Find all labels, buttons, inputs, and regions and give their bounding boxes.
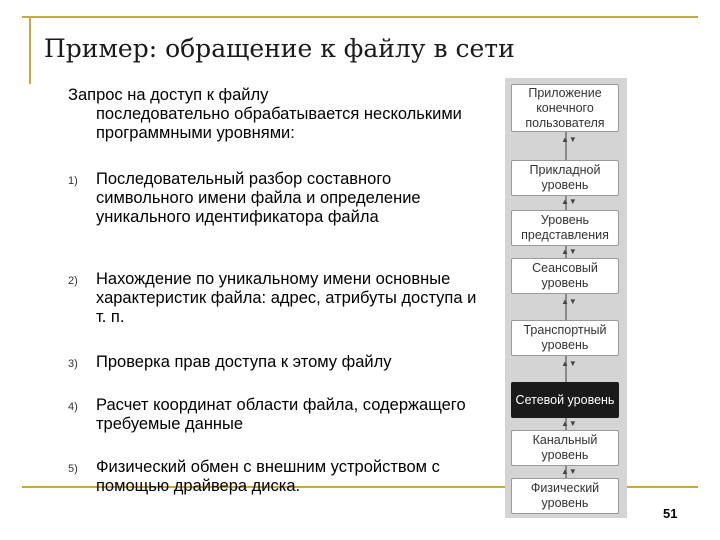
left-accent-rule: [29, 16, 31, 84]
page-number: 51: [663, 506, 678, 521]
network-layer-diagram: [505, 78, 627, 518]
list-item: [68, 458, 488, 496]
list-item-number: 4): [68, 401, 78, 413]
layer-network: Сетевой уровень: [511, 382, 619, 418]
layer-physical: Физический уровень: [511, 478, 619, 514]
layer-data-link: Канальный уровень: [511, 430, 619, 466]
double-arrow-icon: ▲▼: [561, 467, 577, 476]
layer-session: Сеансовый уровень: [511, 258, 619, 294]
layer-presentation: Уровень представления: [511, 210, 619, 246]
intro-paragraph: [68, 86, 488, 143]
list-item-text: Проверка прав доступа к этому файлу: [96, 353, 392, 371]
top-rule: [22, 16, 698, 18]
intro-line-1: Запрос на доступ к файлу: [68, 86, 269, 104]
layer-application: Прикладной уровень: [511, 160, 619, 196]
list-item-text: Последовательный разбор составного символьного имени файла и определение уникального идентификатора файла: [96, 170, 421, 226]
list-item: [68, 396, 488, 434]
layer-transport: Транспортный уровень: [511, 320, 619, 356]
list-item-number: 1): [68, 175, 78, 187]
double-arrow-icon: ▲▼: [561, 135, 577, 144]
double-arrow-icon: ▲▼: [561, 297, 577, 306]
slide-title: Пример: обращение к файлу в сети: [44, 34, 515, 63]
double-arrow-icon: ▲▼: [561, 359, 577, 368]
list-item: [68, 353, 488, 372]
double-arrow-icon: ▲▼: [561, 197, 577, 206]
list-item-number: 5): [68, 463, 78, 475]
double-arrow-icon: ▲▼: [561, 247, 577, 256]
list-item-text: Расчет координат области файла, содержащего требуемые данные: [96, 396, 466, 433]
double-arrow-icon: ▲▼: [561, 419, 577, 428]
list-item-number: 3): [68, 358, 78, 370]
layer-user-application: Приложение конечного пользователя: [511, 84, 619, 132]
intro-continuation: последовательно обрабатывается несколькими программными уровнями:: [96, 105, 462, 142]
list-item: [68, 170, 488, 227]
list-item-number: 2): [68, 275, 78, 287]
list-item-text: Физический обмен с внешним устройством с помощью драйвера диска.: [96, 458, 440, 495]
list-item-text: Нахождение по уникальному имени основные характеристик файла: адрес, атрибуты доступа и т. п.: [96, 270, 477, 326]
list-item: [68, 270, 488, 327]
